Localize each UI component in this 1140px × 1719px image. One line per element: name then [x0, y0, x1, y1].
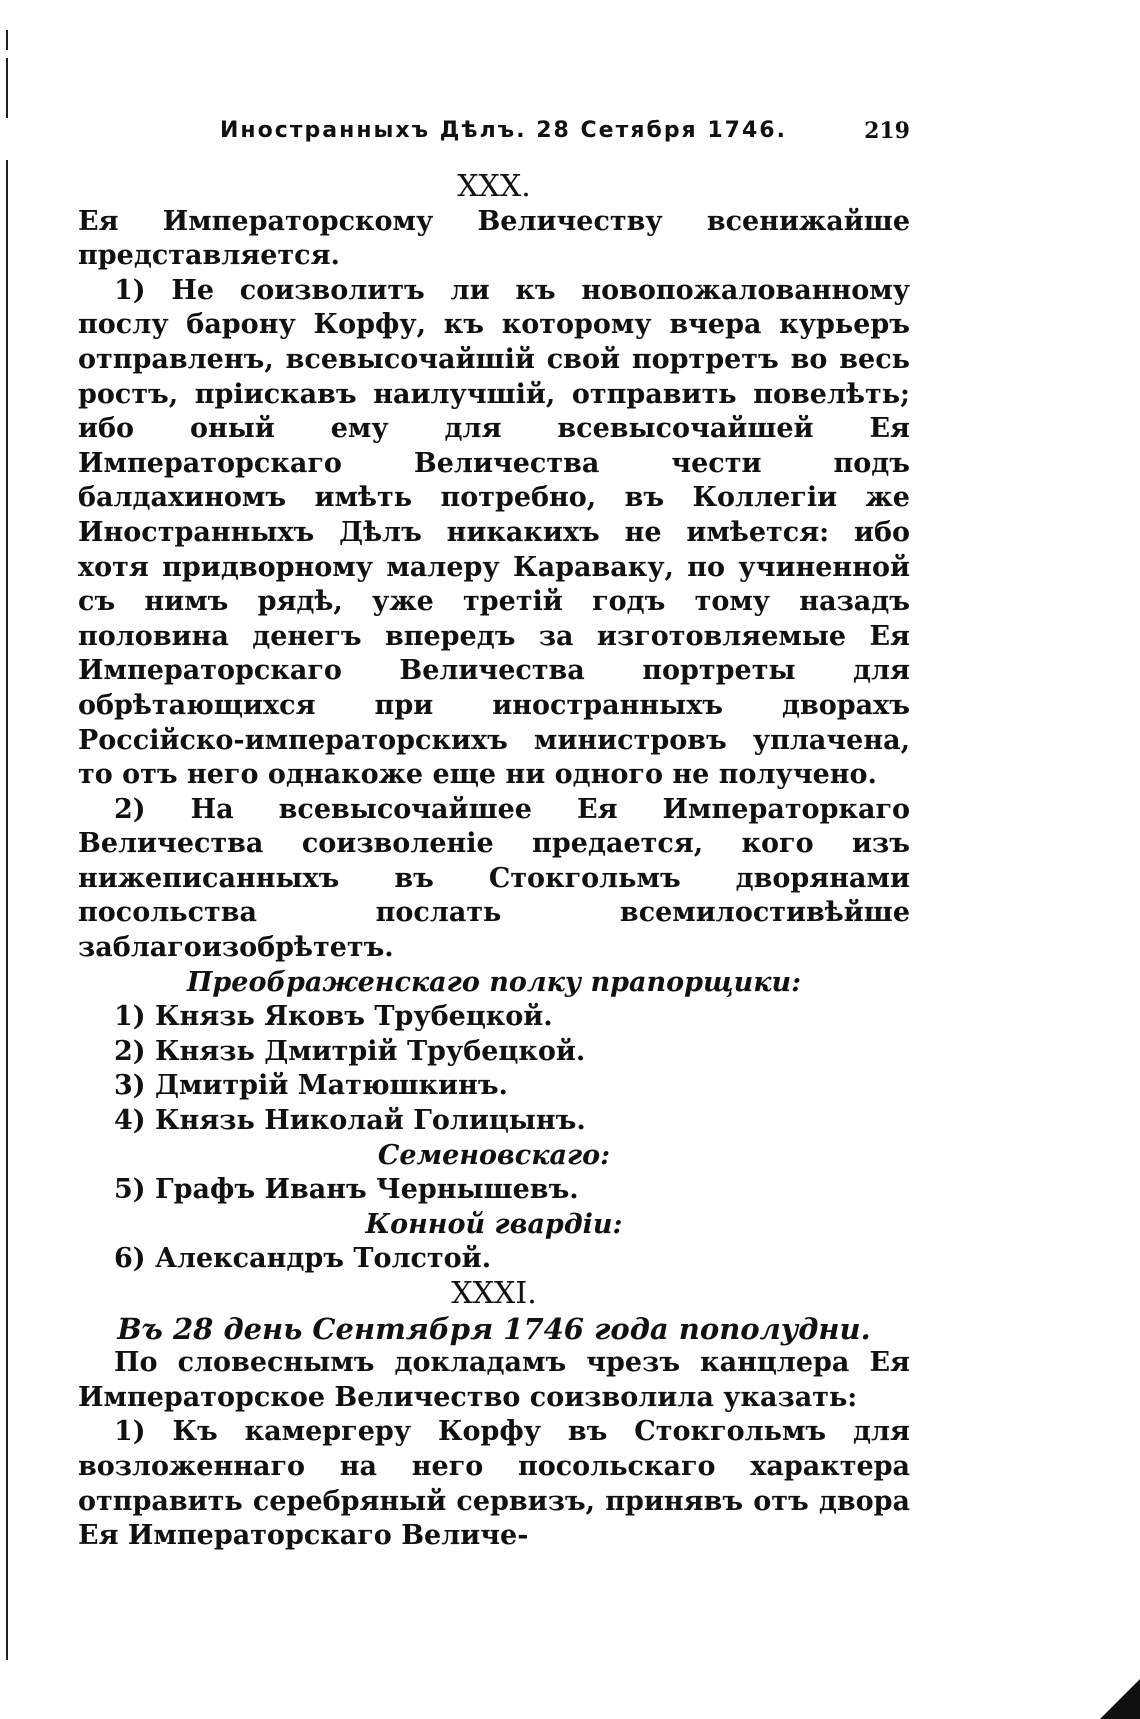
scan-corner-artifact — [1100, 1679, 1140, 1719]
list-item: 2) Князь Дмитрій Трубецкой. — [114, 1035, 586, 1067]
list-item: 5) Графъ Иванъ Чернышевъ. — [114, 1174, 579, 1206]
list-item: 4) Князь Николай Голицынъ. — [114, 1105, 586, 1137]
section-31-date-heading: Въ 28 день Сентября 1746 года пополудни. — [117, 1311, 871, 1346]
heading-semenovsky: Семеновскаго: — [377, 1139, 611, 1171]
page-body — [78, 170, 910, 1554]
section-numeral-31: XXXI. — [451, 1276, 537, 1311]
running-title: Иностранныхъ Дѣлъ. 28 Сетября 1746. — [220, 118, 787, 143]
section-30-item-1: 1) Не соизволитъ ли къ новопожалованному послу барону Корфу, къ которому вчера курьеръ отправленъ, всевысочайшій свой портретъ во весь ростъ, пріискавъ наилучшій, отправить повелѣть; ибо оный ему для всевысочайшей Ея Императорскаго Величества чести подъ балдахиномъ имѣть потребно, въ Коллегіи же Иностранныхъ Дѣлъ никакихъ не имѣется: ибо хотя придворному малеру Караваку, по учиненной съ нимъ рядѣ, уже третій годъ тому назадъ половина денегъ впередъ за изготовляемые Ея Императорскаго Величества портреты для обрѣтающихся при иностранныхъ дворахъ Россійско-императорскихъ министровъ уплачена, то отъ него однакоже еще ни одного не получено. — [78, 274, 910, 791]
heading-preobrazhensky: Преображенскаго полку прапорщики: — [186, 966, 802, 998]
list-item: 6) Александръ Толстой. — [114, 1243, 492, 1275]
section-numeral-30: XXX. — [457, 169, 531, 204]
page-number: 219 — [864, 118, 910, 144]
list-item: 1) Князь Яковъ Трубецкой. — [114, 1001, 553, 1033]
heading-horse-guards: Конной гвардіи: — [365, 1208, 623, 1240]
list-item: 3) Дмитрій Матюшкинъ. — [114, 1070, 508, 1102]
section-30-intro: Ея Императорскому Величеству всенижайше представляется. — [78, 205, 910, 272]
section-31-intro: По словеснымъ докладамъ чрезъ канцлера Ея Императорское Величество соизволила указать: — [78, 1347, 910, 1413]
section-30-item-2: 2) На всевысочайшее Ея Императоркаго Величества соизволеніе предается, кого изъ нижеписанныхъ въ Стокгольмъ дворянами посольства послать всемилостивѣйше заблагоизобрѣтетъ. — [78, 793, 910, 964]
scan-edge-artifact — [0, 0, 14, 1719]
section-31-item-1: 1) Къ камергеру Корфу въ Стокгольмъ для возложеннаго на него посольскаго характера отправить серебряный сервизъ, принявъ отъ двора Ея Императорскаго Величе- — [78, 1416, 910, 1552]
page-header — [220, 118, 910, 154]
